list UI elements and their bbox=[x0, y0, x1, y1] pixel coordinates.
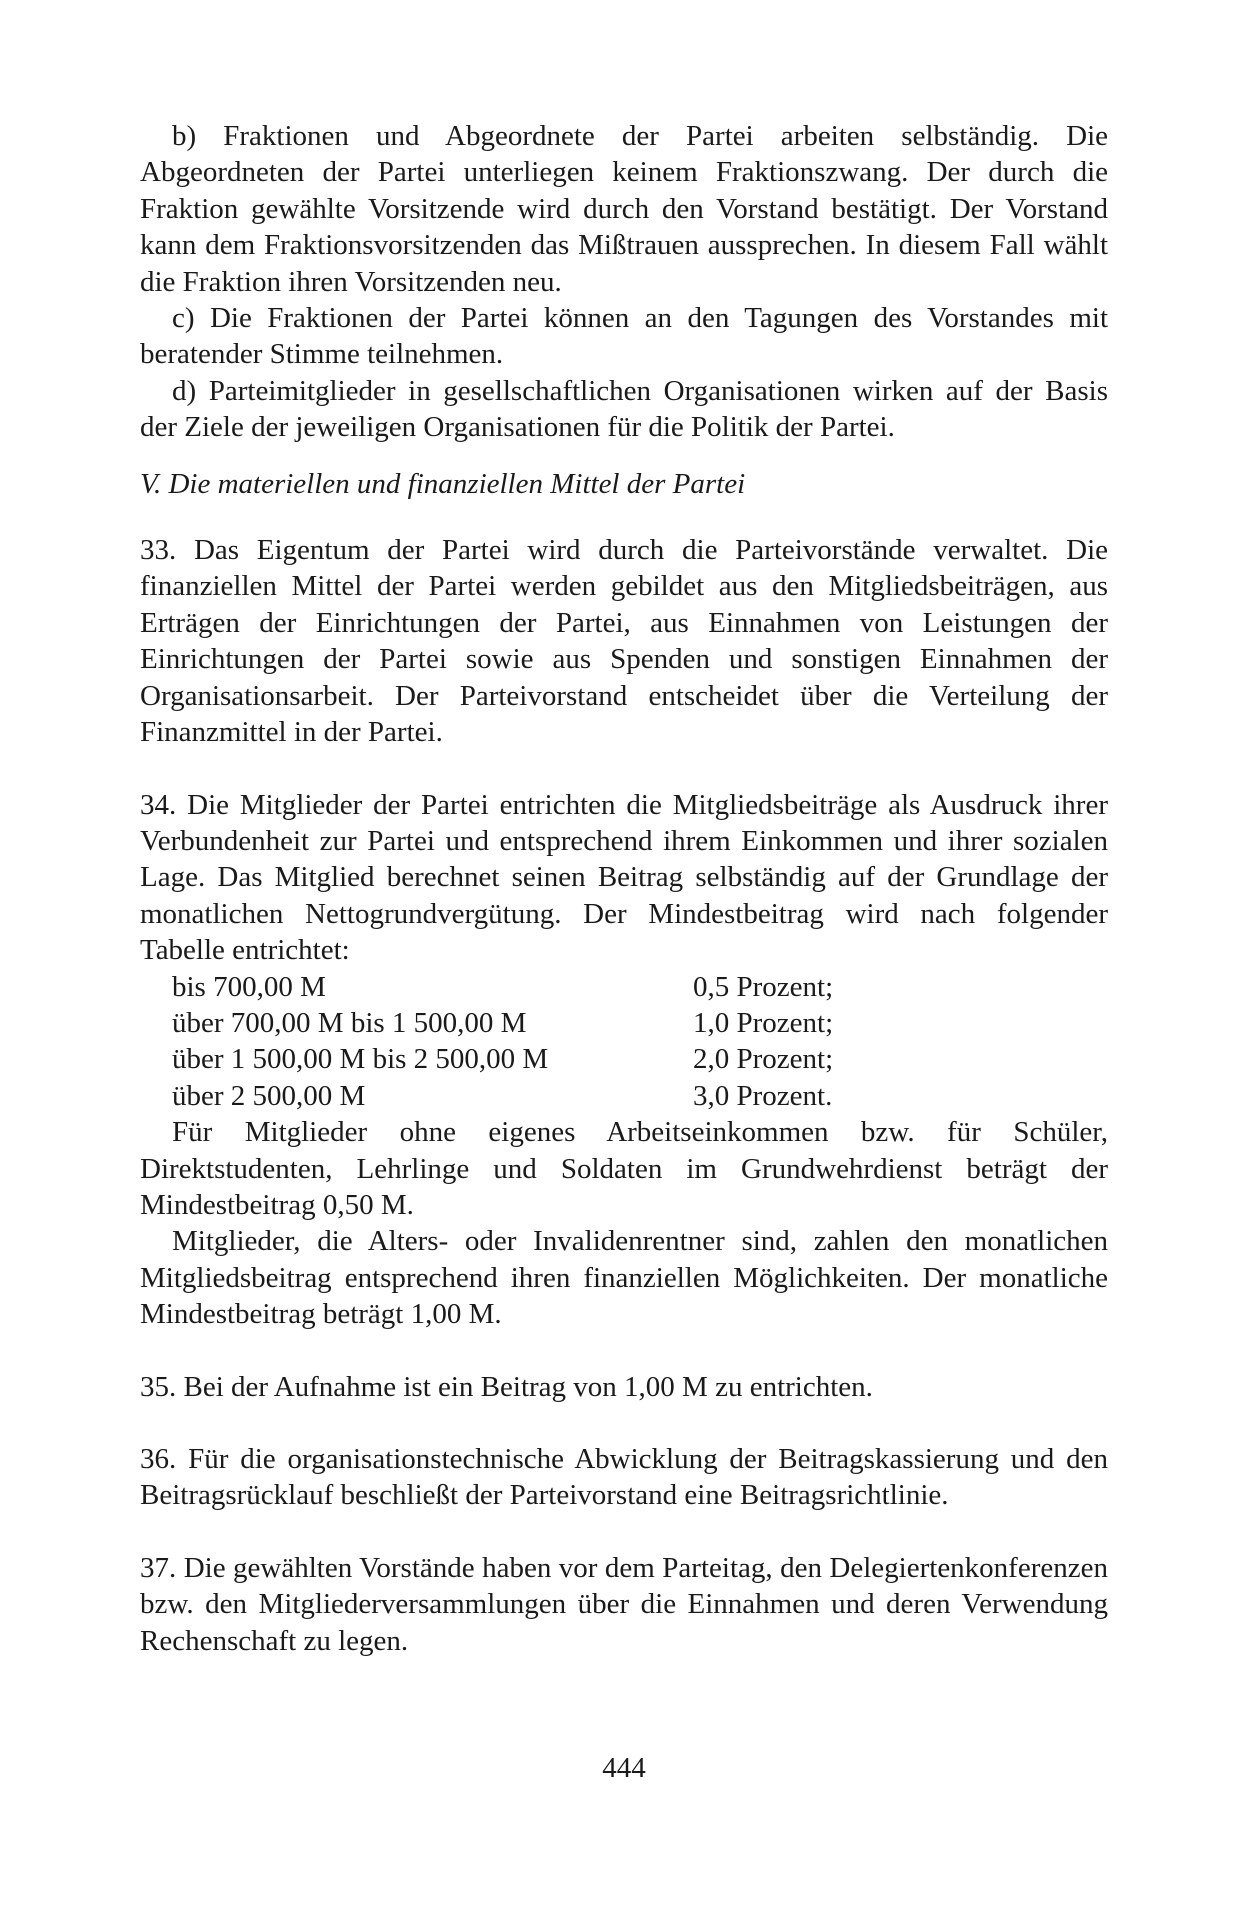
contribution-rate: 0,5 Prozent; bbox=[693, 970, 834, 1003]
section-34-intro: 34. Die Mitglieder der Partei entrichten die Mitgliedsbeiträge als Ausdruck ihrer Verbundenheit zur Partei und entsprechend ihrem Einkommen und ihrer sozialen Lage. Das Mitglied berechnet seinen Beitrag selbständig auf der Grundlage der monatlichen Nettogrundvergütung. Der Mindestbeitrag wird nach folgender Tabelle entrichtet: bbox=[140, 788, 1108, 967]
income-range: über 1 500,00 M bis 2 500,00 M bbox=[172, 1043, 549, 1076]
section-heading: V. Die materiellen und finanziellen Mittel der Partei bbox=[140, 467, 746, 500]
table-row bbox=[172, 1005, 972, 1041]
section-34-pensioners: Mitglieder, die Alters- oder Invalidenrentner sind, zahlen den monatlichen Mitgliedsbeitrag entsprechend ihren finanziellen Möglichkeiten. Der monatliche Mindestbeitrag beträgt 1,00 M. bbox=[140, 1225, 1108, 1331]
section-36: 36. Für die organisationstechnische Abwicklung der Beitragskassierung und den Beitragsrücklauf beschließt der Parteivorstand eine Beitragsrichtlinie. bbox=[140, 1442, 1108, 1512]
section-37: 37. Die gewählten Vorstände haben vor dem Parteitag, den Delegiertenkonferenzen bzw. den Mitgliederversammlungen über die Einnahmen und deren Verwendung Rechenschaft zu legen. bbox=[140, 1551, 1108, 1657]
table-row bbox=[172, 969, 972, 1005]
page-number: 444 bbox=[602, 1752, 646, 1784]
section-34-students: Für Mitglieder ohne eigenes Arbeitseinkommen bzw. für Schüler, Direktstudenten, Lehrlinge und Soldaten im Grundwehrdienst beträgt der Mindestbeitrag 0,50 M. bbox=[140, 1116, 1108, 1221]
income-range: über 2 500,00 M bbox=[172, 1079, 366, 1112]
paragraph-b: b) Fraktionen und Abgeordnete der Partei arbeiten selbständig. Die Abgeordneten der Partei unterliegen keinem Fraktionszwang. Der durch die Fraktion gewählte Vorsitzende wird durch den Vorstand bestätigt. Der Vorstand kann dem Fraktionsvorsitzenden das Mißtrauen aussprechen. In diesem Fall wählt die Fraktion ihren Vorsitzenden neu. bbox=[140, 120, 1108, 298]
contribution-rate: 2,0 Prozent; bbox=[693, 1043, 834, 1076]
contribution-rate: 1,0 Prozent; bbox=[693, 1006, 834, 1039]
paragraph-d: d) Parteimitglieder in gesellschaftlichen Organisationen wirken auf der Basis der Ziele der jeweiligen Organisationen für die Politik der Partei. bbox=[140, 374, 1108, 444]
table-row bbox=[172, 1041, 972, 1077]
income-range: über 700,00 M bis 1 500,00 M bbox=[172, 1006, 527, 1039]
contribution-table bbox=[172, 969, 972, 1115]
section-35: 35. Bei der Aufnahme ist ein Beitrag von 1,00 M zu entrichten. bbox=[140, 1370, 873, 1403]
page-body bbox=[140, 118, 1108, 1659]
section-33: 33. Das Eigentum der Partei wird durch die Parteivorstände verwaltet. Die finanziellen Mittel der Partei werden gebildet aus den Mitgliedsbeiträgen, aus Erträgen der Einrichtungen der Partei, aus Einnahmen von Leistungen der Einrichtungen der Partei sowie aus Spenden und sonstigen Einnahmen der Organisationsarbeit. Der Parteivorstand entscheidet über die Verteilung der Finanzmittel in der Partei. bbox=[140, 534, 1108, 749]
table-row bbox=[172, 1078, 972, 1114]
paragraph-c: c) Die Fraktionen der Partei können an den Tagungen des Vorstandes mit beratender Stimme teilnehmen. bbox=[140, 302, 1108, 371]
contribution-rate: 3,0 Prozent. bbox=[693, 1079, 833, 1112]
income-range: bis 700,00 M bbox=[172, 970, 326, 1003]
